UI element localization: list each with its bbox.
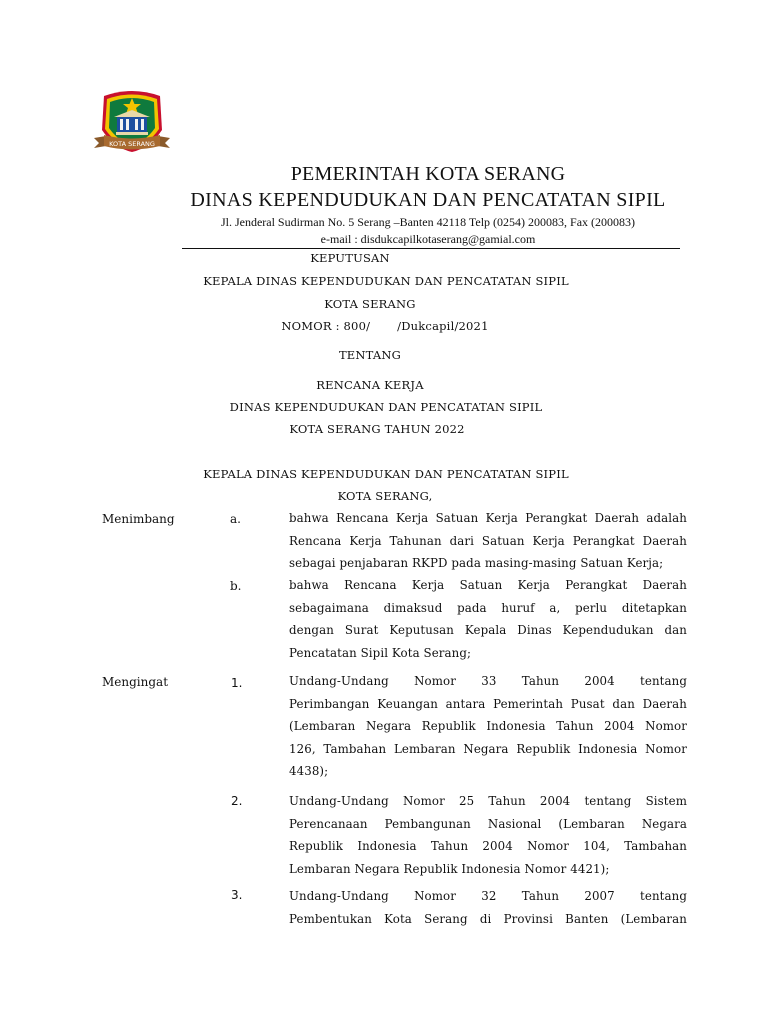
org-name-line2: DINAS KEPENDUDUKAN DAN PENCATATAN SIPIL [190,189,666,211]
signer-line2: KOTA SERANG, [337,489,433,503]
paragraph-line: bahwa Rencana Kerja Satuan Kerja Perangkat Daerah adalah [289,511,687,525]
mengingat-marker-1: 1. [231,676,243,690]
paragraph-line: Lembaran Negara Republik Indonesia Nomor 4421); [289,861,610,876]
menimbang-marker-a: a. [230,512,241,526]
paragraph-line: Perencanaan Pembangunan Nasional (Lembaran Negara [289,816,687,831]
mengingat-item-2 [289,790,687,880]
paragraph-line: Pembentukan Kota Serang di Provinsi Banten (Lembaran [289,911,687,926]
paragraph-line: Perimbangan Keuangan antara Pemerintah Pusat dan Daerah [289,696,687,711]
decree-issuer-line1: KEPALA DINAS KEPENDUDUKAN DAN PENCATATAN SIPIL [203,274,569,288]
decree-heading: KEPUTUSAN [310,251,390,265]
mengingat-item-1 [289,670,687,783]
menimbang-item-b [289,574,687,664]
menimbang-marker-b: b. [230,579,242,593]
subject-line2: DINAS KEPENDUDUKAN DAN PENCATATAN SIPIL [229,400,543,414]
paragraph-line: 4438); [289,764,329,778]
paragraph-line: Undang-Undang Nomor 33 Tahun 2004 tentang [289,674,687,688]
org-email: e-mail : disdukcapilkotaserang@gamial.com [320,232,536,246]
subject-line1: RENCANA KERJA [316,378,424,392]
letterhead-divider [182,248,680,249]
menimbang-label: Menimbang [102,512,175,526]
decree-about: TENTANG [338,348,402,362]
paragraph-line: (Lembaran Negara Republik Indonesia Tahun 2004 Nomor [289,719,687,733]
paragraph-line: sebagaimana dimaksud pada huruf a, perlu ditetapkan [289,600,687,615]
paragraph-line: 126, Tambahan Lembaran Negara Republik Indonesia Nomor [289,741,687,756]
city-logo [92,86,172,162]
subject-line3: KOTA SERANG TAHUN 2022 [289,422,465,436]
org-address: Jl. Jenderal Sudirman No. 5 Serang –Banten 42118 Telp (0254) 200083, Fax (200083) [220,215,636,229]
mengingat-marker-2: 2. [231,794,243,808]
paragraph-line: Undang-Undang Nomor 32 Tahun 2007 tentang [289,889,687,903]
paragraph-line: sebagai penjabaran RKPD pada masing-masing Satuan Kerja; [289,556,664,570]
paragraph-line: bahwa Rencana Kerja Satuan Kerja Perangkat Daerah [289,578,687,592]
paragraph-line: Republik Indonesia Tahun 2004 Nomor 104, Tambahan [289,839,687,853]
decree-number: NOMOR : 800/ /Dukcapil/2021 [281,319,489,333]
paragraph-line: Undang-Undang Nomor 25 Tahun 2004 tentang Sistem [289,794,687,808]
logo-caption: KOTA SERANG [109,140,155,148]
mengingat-item-3 [289,885,687,930]
paragraph-line: dengan Surat Keputusan Kepala Dinas Kependudukan dan [289,623,687,637]
paragraph-line: Pencatatan Sipil Kota Serang; [289,645,472,660]
org-name-line1: PEMERINTAH KOTA SERANG [290,163,566,185]
menimbang-item-a [289,507,687,575]
mengingat-marker-3: 3. [231,888,243,902]
signer-line1: KEPALA DINAS KEPENDUDUKAN DAN PENCATATAN SIPIL [203,467,569,481]
paragraph-line: Rencana Kerja Tahunan dari Satuan Kerja Perangkat Daerah [289,533,687,548]
mengingat-label: Mengingat [102,675,169,689]
decree-issuer-line2: KOTA SERANG [324,297,416,311]
